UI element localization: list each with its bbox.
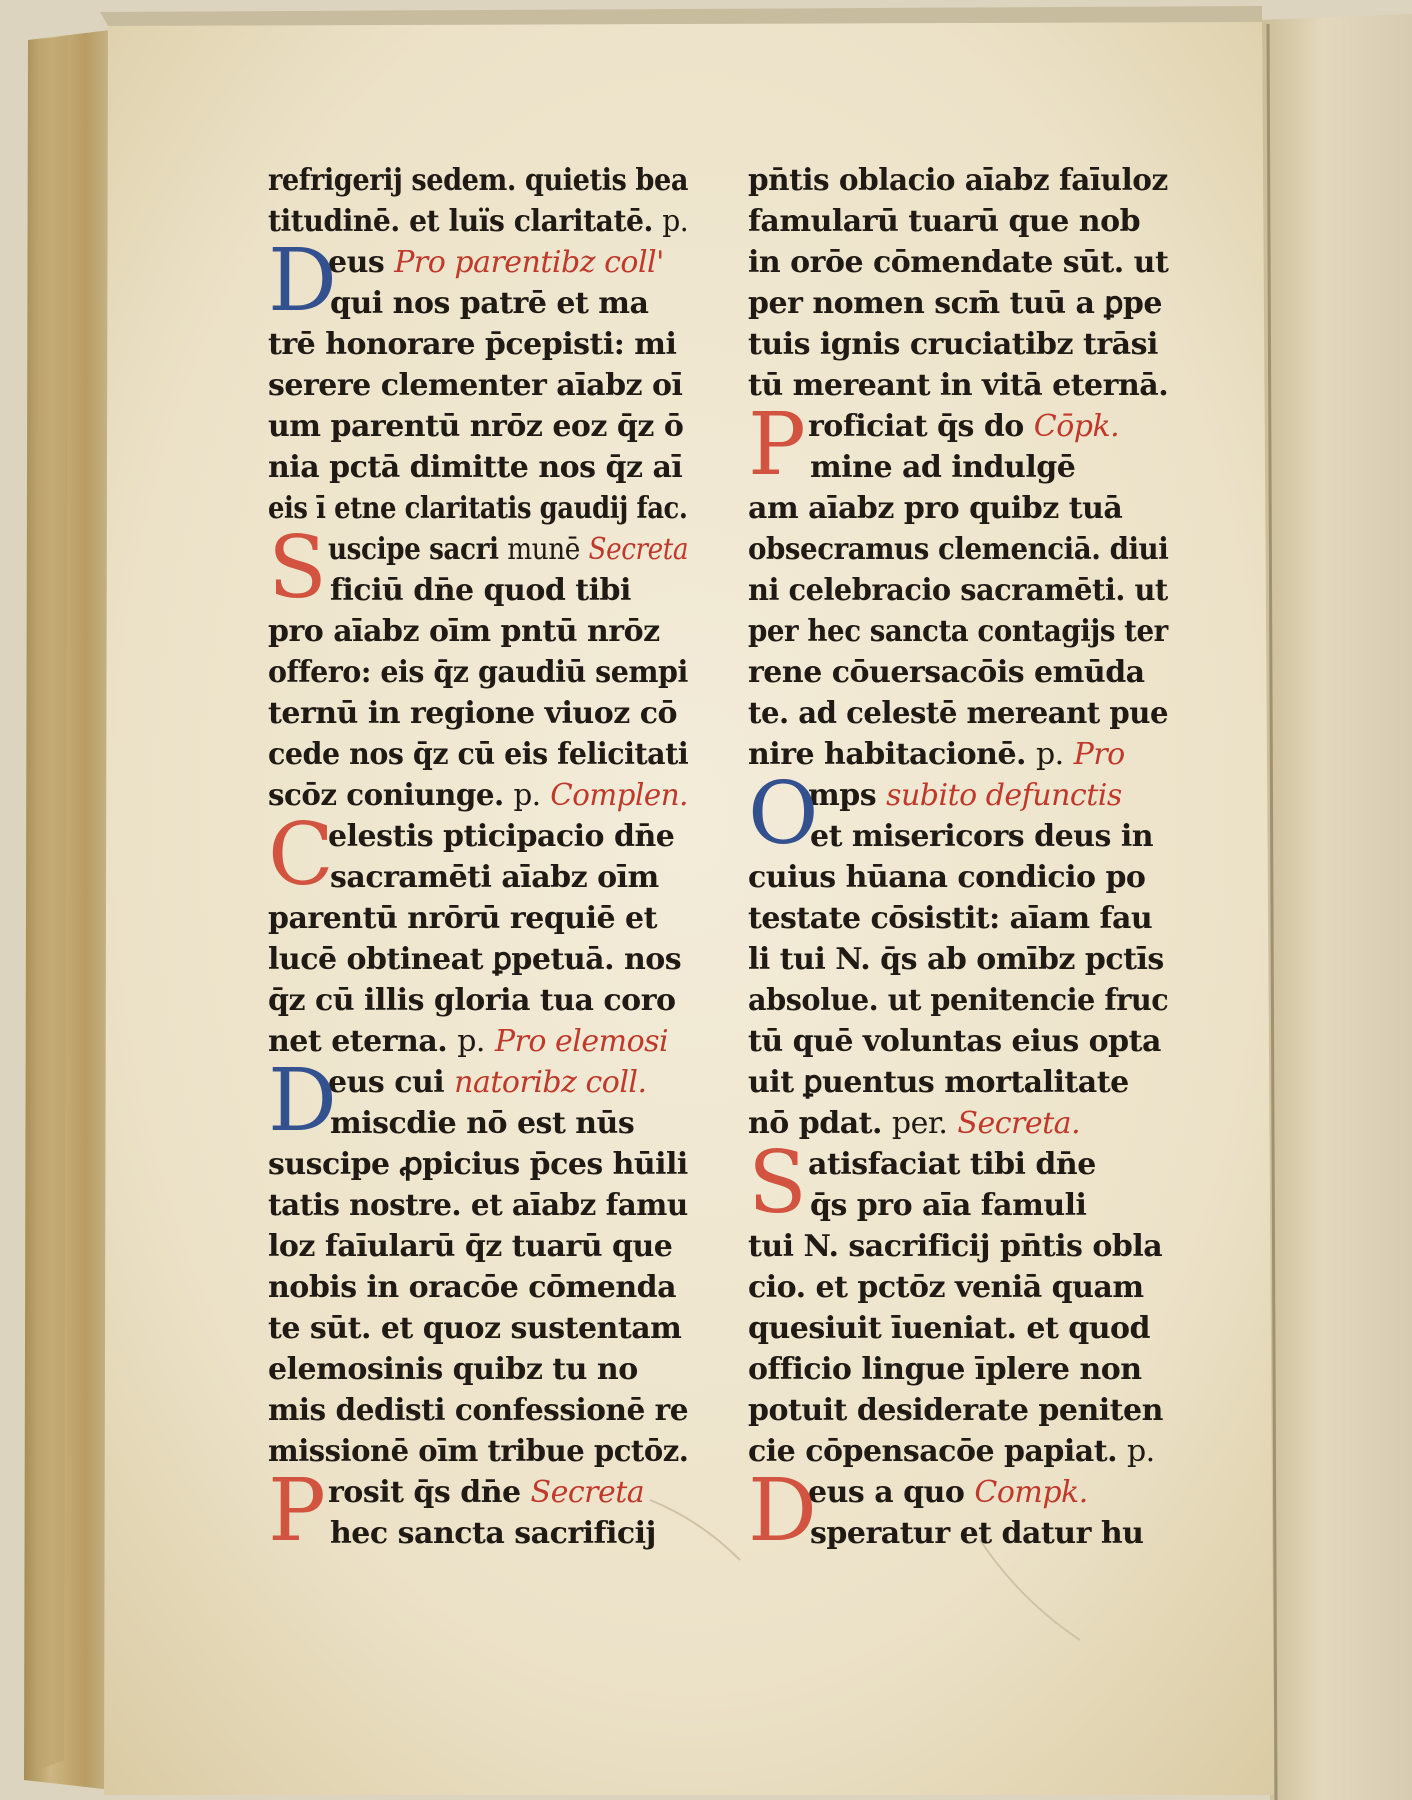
line-main-text: scōz coniunge. (268, 778, 504, 813)
line-main-text: tū quē voluntas eius opta (748, 1024, 1161, 1059)
line-main-text: elemosinis quibz tu no (268, 1352, 638, 1387)
decorated-initial: C (268, 805, 334, 905)
line-main-text: atisfaciat tibi dn̄e (808, 1147, 1096, 1182)
line-main-text: cio. et pctōz veniā quam (748, 1270, 1144, 1305)
line-main-text: offero: eis q̄z gaudiū sempi (268, 655, 688, 690)
line-text (808, 1472, 1088, 1513)
line-text (748, 1308, 1150, 1349)
rubric-text: subito defunctis (886, 778, 1122, 813)
line-text (748, 1349, 1142, 1390)
decorated-initial: D (268, 1051, 337, 1151)
rubric-text: Cōpk. (1033, 409, 1120, 444)
text-line (748, 1185, 1168, 1226)
line-text (748, 1390, 1163, 1431)
line-main-text: te. ad celestē mereant pue (748, 696, 1168, 731)
line-main-text: nobis in oracōe cōmenda (268, 1270, 677, 1305)
line-main-text: speratur et datur hu (810, 1516, 1144, 1551)
rubric-text: Secreta (530, 1475, 645, 1510)
line-text (330, 857, 659, 898)
line-text (328, 1472, 644, 1513)
line-text (268, 1308, 681, 1349)
text-line (268, 1390, 688, 1431)
text-line (268, 734, 688, 775)
line-text (748, 570, 1168, 611)
line-main-text: tuis ignis cruciatibz trāsi (748, 327, 1158, 362)
text-line (748, 1226, 1168, 1267)
line-main-text: eus a quo (808, 1475, 965, 1510)
text-line (748, 365, 1168, 406)
line-text (268, 611, 660, 652)
line-main-text: rosit q̄s dn̄e (328, 1475, 521, 1510)
rubric-text: Secreta (588, 532, 689, 567)
line-text (748, 529, 1168, 570)
line-main-text: testate cōsistit: aīam fau (748, 901, 1153, 936)
text-line (748, 201, 1168, 242)
line-text (330, 1513, 656, 1554)
line-text (268, 488, 687, 529)
line-end-mark: per. (891, 1106, 948, 1141)
line-main-text: nire habitacionē. (748, 737, 1026, 772)
text-line (748, 1062, 1168, 1103)
line-end-mark: p. (513, 778, 541, 813)
text-line (748, 857, 1168, 898)
line-main-text: um parentū nrōz eoz q̄z ō (268, 409, 684, 444)
text-line (268, 160, 688, 201)
line-main-text: eus (328, 245, 385, 280)
line-main-text: titudinē. et luïs claritatē. (268, 204, 653, 239)
line-main-text: q̄z cū illis gloria tua coro (268, 983, 676, 1018)
text-line (268, 1349, 688, 1390)
line-text (328, 242, 664, 283)
line-text (268, 1390, 688, 1431)
line-main-text: roficiat q̄s do (808, 409, 1024, 444)
text-line (748, 160, 1168, 201)
text-line (268, 652, 688, 693)
line-text (268, 898, 657, 939)
line-text (328, 1062, 647, 1103)
text-line (748, 652, 1168, 693)
text-line (268, 857, 688, 898)
text-line (268, 611, 688, 652)
rubric-text: Secreta. (957, 1106, 1081, 1141)
line-main-text: uit ꝑuentus mortalitate (748, 1065, 1129, 1100)
line-text (268, 693, 677, 734)
line-main-text: quesiuit īueniat. et quod (748, 1311, 1151, 1346)
line-main-text: missionē oīm tribue pctōz. (268, 1434, 689, 1469)
text-line (748, 939, 1168, 980)
line-text (268, 980, 676, 1021)
line-main-text: net eterna. (268, 1024, 448, 1059)
line-main-text: te sūt. et quoz sustentam (268, 1311, 682, 1346)
text-line (268, 447, 688, 488)
rubric-text: Pro elemosi (494, 1024, 669, 1059)
text-line (268, 365, 688, 406)
text-line (748, 570, 1168, 611)
line-text (748, 283, 1162, 324)
line-text (748, 1062, 1129, 1103)
text-line (268, 693, 688, 734)
rubric-text: Pro parentibz coll' (394, 245, 664, 280)
text-line (268, 1431, 688, 1472)
line-main-text: eis ī etne claritatis gaudij fac. (268, 491, 688, 526)
left-text-column (268, 160, 689, 1561)
line-main-text: q̄s pro aīa famuli (810, 1188, 1087, 1223)
line-text (268, 1431, 688, 1472)
line-main-text: mine ad indulgē (810, 450, 1076, 485)
line-main-text: uscipe sacri (328, 532, 499, 567)
line-main-text: am aīabz pro quibz tuā (748, 491, 1123, 526)
line-end-mark: p. (662, 204, 689, 239)
line-main-text: per nomen scm̄ tuū a ꝑpe (748, 286, 1162, 321)
line-text (268, 1144, 688, 1185)
line-text (748, 980, 1168, 1021)
line-end-mark: p. (457, 1024, 485, 1059)
text-line (268, 488, 688, 529)
text-line (748, 324, 1168, 365)
line-main-text: sacramēti aīabz oīm (330, 860, 659, 895)
decorated-initial: P (748, 395, 806, 495)
line-main-text: suscipe ꝓpicius p̄ces hūili (268, 1147, 688, 1182)
line-main-text: rene cōuersacōis emūda (748, 655, 1145, 690)
line-text (328, 529, 688, 570)
line-main-text: ni celebracio sacramēti. ut (748, 573, 1168, 608)
line-text (268, 652, 688, 693)
text-line (748, 529, 1168, 570)
line-end-mark: p. (1126, 1434, 1155, 1469)
line-main-text: et misericors deus in (810, 819, 1154, 854)
line-text (748, 939, 1164, 980)
line-text (808, 406, 1119, 447)
line-main-text: mps (808, 778, 877, 813)
line-main-text: nō pdat. (748, 1106, 882, 1141)
line-main-text: per hec sancta contagijs ter (748, 614, 1168, 649)
line-text (268, 734, 688, 775)
line-text (748, 611, 1168, 652)
line-text (330, 283, 648, 324)
line-text (810, 447, 1075, 488)
line-main-text: elestis pticipacio dn̄e (328, 819, 675, 854)
right-text-column (748, 160, 1169, 1561)
line-text (330, 570, 631, 611)
line-main-text: cede nos q̄z cū eis felicitati (268, 737, 689, 772)
line-main-text: cuius hūana condicio po (748, 860, 1146, 895)
line-text (748, 365, 1168, 406)
line-text (748, 488, 1122, 529)
text-line (268, 1267, 688, 1308)
line-main-text: serere clementer aīabz oī (268, 368, 683, 403)
decorated-initial: D (748, 1461, 817, 1561)
text-line (748, 447, 1168, 488)
line-main-text: cie cōpensacōe papiat. (748, 1434, 1118, 1469)
text-line (748, 1103, 1168, 1144)
text-line (748, 816, 1168, 857)
text-line (268, 1226, 688, 1267)
line-end-mark: p. (1035, 737, 1064, 772)
line-text (268, 939, 681, 980)
rubric-text: Compk. (974, 1475, 1088, 1510)
line-text (268, 324, 676, 365)
line-text (748, 242, 1168, 283)
text-line (268, 324, 688, 365)
text-line (268, 1103, 688, 1144)
text-line (748, 1349, 1168, 1390)
rubric-text: natoribz coll. (454, 1065, 647, 1100)
line-main-text: mis dedisti confessionē re (268, 1393, 689, 1428)
line-text (808, 775, 1122, 816)
line-main-text: officio lingue īplere non (748, 1352, 1142, 1387)
text-line (268, 570, 688, 611)
line-main-text: pn̄tis oblacio aīabz faīuloz (748, 163, 1168, 198)
text-line (748, 242, 1168, 283)
line-main-text: in orōe cōmendate sūt. ut (748, 245, 1169, 280)
line-main-text: ternū in regione viuoz cō (268, 696, 677, 731)
rubric-text: Pro (1073, 737, 1125, 772)
line-main-text: li tui N. q̄s ab omībz pctīs (748, 942, 1164, 977)
text-line (748, 611, 1168, 652)
line-text (268, 1267, 676, 1308)
text-line (748, 898, 1168, 939)
line-text (810, 816, 1153, 857)
line-text (268, 406, 683, 447)
line-text (268, 160, 688, 201)
text-line (268, 980, 688, 1021)
line-main-text: miscdie nō est nūs (330, 1106, 635, 1141)
line-text (268, 1185, 688, 1226)
text-line (268, 1513, 688, 1554)
line-text (748, 857, 1145, 898)
line-main-text: ficiū dn̄e quod tibi (330, 573, 631, 608)
line-main-text: hec sancta sacrificij (330, 1516, 656, 1551)
line-text (748, 898, 1152, 939)
text-line (748, 488, 1168, 529)
line-main-text: absolue. ut penitencie fruc (748, 983, 1169, 1018)
line-text (748, 324, 1158, 365)
text-line (748, 283, 1168, 324)
line-main-text: refrigerij sedem. quietis bea (268, 163, 689, 198)
text-line (268, 1308, 688, 1349)
line-end-mark: munē (507, 532, 580, 567)
text-line (268, 1185, 688, 1226)
line-main-text: obsecramus clemenciā. diui (748, 532, 1169, 567)
decorated-initial: D (268, 231, 337, 331)
line-main-text: tū mereant in vitā eternā. (748, 368, 1169, 403)
line-text (748, 693, 1168, 734)
decorated-initial: S (268, 518, 327, 618)
line-text (268, 1349, 638, 1390)
line-text (748, 201, 1140, 242)
line-main-text: lucē obtineat ꝑpetuā. nos (268, 942, 682, 977)
rubric-text: Complen. (550, 778, 688, 813)
line-main-text: parentū nrōrū requiē et (268, 901, 657, 936)
line-text (748, 160, 1168, 201)
line-main-text: tatis nostre. et aīabz famu (268, 1188, 688, 1223)
text-line (748, 693, 1168, 734)
text-line (268, 283, 688, 324)
line-text (330, 1103, 634, 1144)
decorated-initial: O (748, 764, 819, 864)
text-line (748, 1513, 1168, 1554)
line-main-text: famularū tuarū que nob (748, 204, 1141, 239)
line-text (810, 1513, 1143, 1554)
line-text (748, 652, 1145, 693)
line-main-text: tui N. sacrificij pn̄tis obla (748, 1229, 1163, 1264)
line-main-text: trē honorare p̄cepisti: mi (268, 327, 677, 362)
line-text (268, 365, 682, 406)
text-line (748, 1021, 1168, 1062)
line-main-text: eus cui (328, 1065, 445, 1100)
line-main-text: qui nos patrē et ma (330, 286, 649, 321)
line-main-text: nia pctā dimitte nos q̄z aī (268, 450, 683, 485)
line-main-text: loz faīularū q̄z tuarū que (268, 1229, 673, 1264)
text-line (268, 406, 688, 447)
decorated-initial: P (268, 1461, 326, 1561)
text-line (268, 898, 688, 939)
line-text (808, 1144, 1096, 1185)
text-line (268, 939, 688, 980)
line-main-text: potuit desiderate peniten (748, 1393, 1163, 1428)
line-text (268, 447, 682, 488)
line-text (748, 1021, 1161, 1062)
text-line (268, 1144, 688, 1185)
line-text (810, 1185, 1086, 1226)
line-text (748, 1226, 1162, 1267)
line-text (748, 1267, 1144, 1308)
text-line (748, 1390, 1168, 1431)
line-main-text: pro aīabz oīm pntū nrōz (268, 614, 660, 649)
text-line (748, 980, 1168, 1021)
text-line (748, 1308, 1168, 1349)
decorated-initial: S (748, 1133, 807, 1233)
text-line (748, 1267, 1168, 1308)
line-text (328, 816, 674, 857)
line-text (268, 1226, 672, 1267)
